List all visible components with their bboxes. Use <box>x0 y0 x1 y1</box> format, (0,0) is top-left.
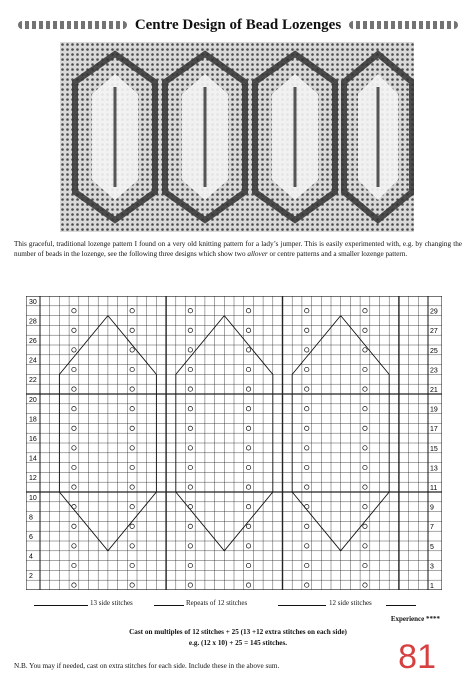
row-label-left: 8 <box>29 514 33 522</box>
row-label-right: 29 <box>430 308 438 316</box>
row-label-left: 20 <box>29 396 37 404</box>
page-title: Centre Design of Bead Lozenges <box>134 16 342 33</box>
row-label-left: 2 <box>29 573 33 581</box>
row-label-left: 22 <box>29 377 37 385</box>
cast-on-line-2: e.g. (12 x 10) + 25 = 145 stitches. <box>188 639 288 647</box>
row-label-right: 5 <box>430 543 434 551</box>
row-label-left: 14 <box>29 455 37 463</box>
knitting-chart <box>26 296 442 590</box>
nb-note: N.B. You may if needed, cast on extra stitches for each side. Include these in the above sum. <box>14 662 280 670</box>
left-arrow-line-2 <box>154 605 184 606</box>
page-number: 81 <box>398 638 436 676</box>
side-left-label: 13 side stitches <box>90 599 133 607</box>
row-label-left: 24 <box>29 357 37 365</box>
left-arrow-line <box>34 605 88 606</box>
right-arrow-line <box>278 605 326 606</box>
side-right-label: 12 side stitches <box>329 599 372 607</box>
row-label-left: 6 <box>29 534 33 541</box>
row-label-right: 21 <box>430 387 438 394</box>
row-label-right: 15 <box>430 445 438 453</box>
right-ornament <box>349 21 458 29</box>
row-label-left: 18 <box>29 416 37 424</box>
row-label-right: 19 <box>430 406 438 414</box>
row-label-left: 28 <box>29 318 37 326</box>
row-label-right: 11 <box>430 485 438 492</box>
row-label-left: 12 <box>29 475 37 483</box>
row-label-left: 16 <box>29 436 37 443</box>
row-label-right: 25 <box>430 347 438 355</box>
intro-italic: allover <box>247 250 268 259</box>
row-label-right: 23 <box>430 367 438 375</box>
row-label-left: 26 <box>29 338 37 345</box>
intro-text: This graceful, traditional lozenge pattern I found on a very old knitting pattern for a lady’s jumper. This is easily experimented with, e.g. by changing the number of beads in the lozenge, see the following three designs which show two <box>14 240 462 259</box>
middle-label: Repeats of 12 stitches <box>186 599 248 607</box>
right-arrow-line-2 <box>386 605 416 606</box>
row-label-right: 13 <box>430 465 438 473</box>
row-label-right: 7 <box>430 524 434 532</box>
row-label-right: 1 <box>430 583 434 590</box>
cast-on-line-1: Cast on multiples of 12 stitches + 25 (13 +12 extra stitches on each side) <box>129 628 347 636</box>
row-label-left: 30 <box>29 298 37 306</box>
left-ornament <box>18 21 127 29</box>
title-row <box>18 14 458 36</box>
row-label-right: 9 <box>430 504 434 512</box>
row-label-right: 17 <box>430 426 438 434</box>
row-label-left: 10 <box>29 494 37 502</box>
lace-photo <box>60 42 414 232</box>
experience-rating: Experience **** <box>390 615 440 623</box>
row-label-left: 4 <box>29 553 33 561</box>
intro-paragraph <box>14 239 462 260</box>
intro-text-end: or centre patterns and a smaller lozenge pattern. <box>269 250 408 259</box>
stitch-repeat-row <box>26 599 442 613</box>
row-label-right: 27 <box>430 328 438 336</box>
row-label-right: 3 <box>430 563 434 571</box>
